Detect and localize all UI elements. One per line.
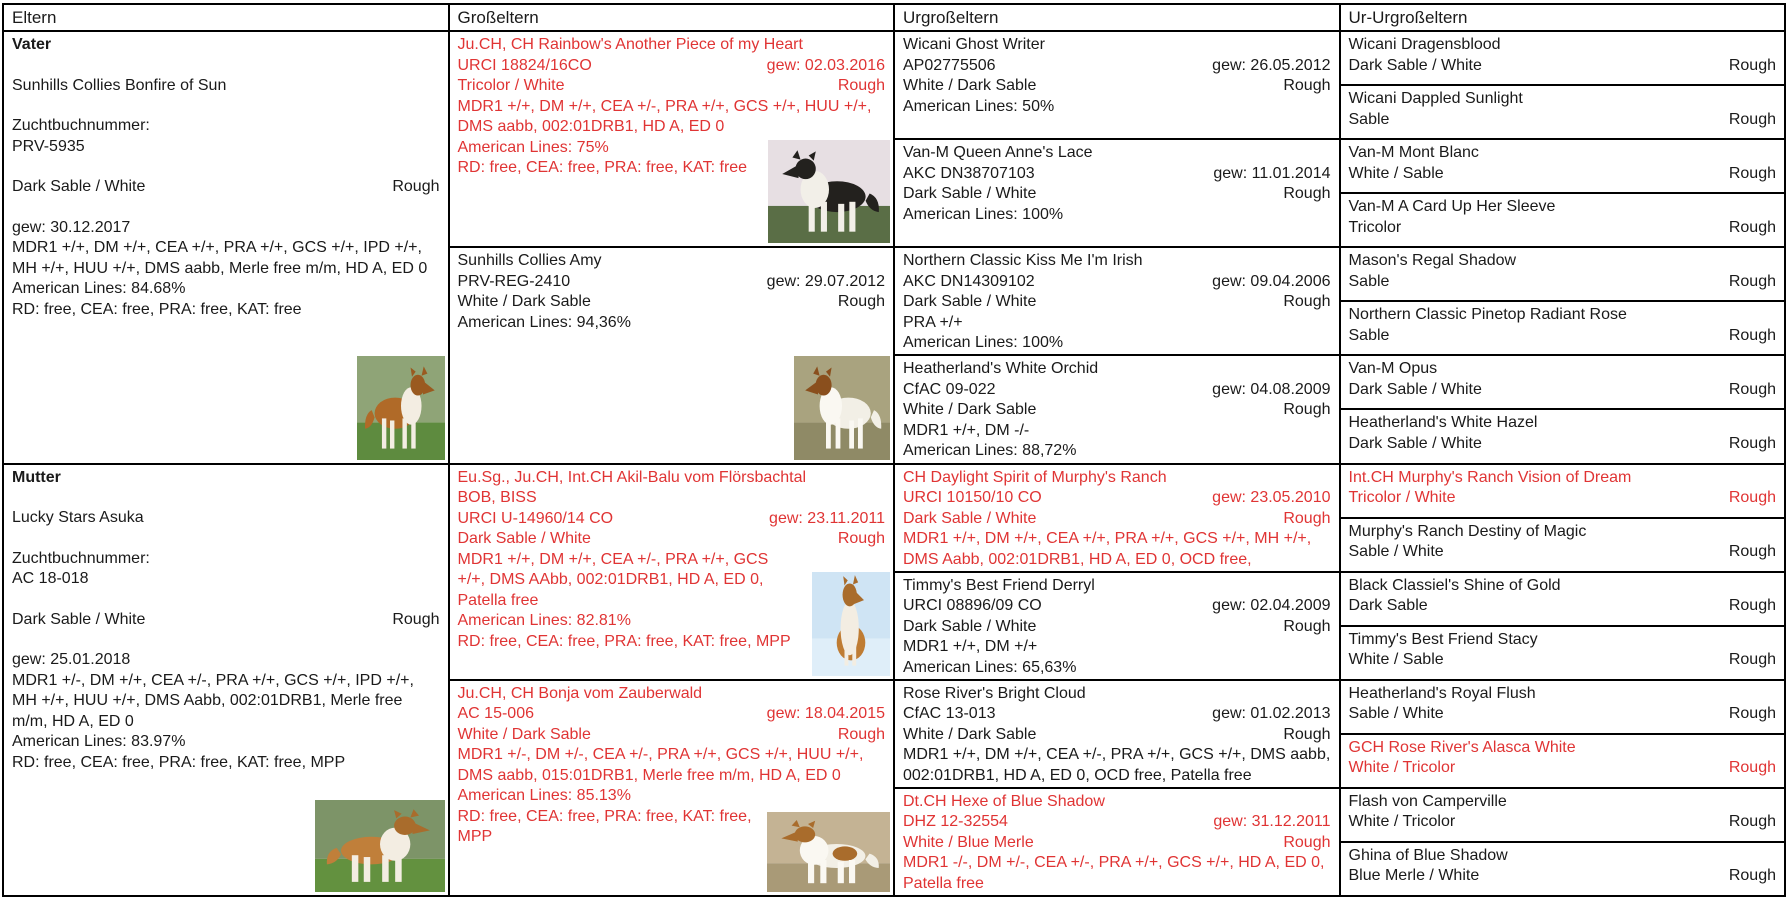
coat-type: Rough <box>1728 651 1776 669</box>
american-lines: American Lines: 65,63% <box>903 658 1077 676</box>
coat-type: Rough <box>1728 705 1776 723</box>
dog-color: White / Tricolor <box>1348 759 1456 777</box>
coat-type: Rough <box>1728 813 1776 831</box>
genetics: MDR1 +/-, DM +/-, CEA +/-, PRA +/+, GCS +/+, HUU +/+, DMS aabb, 015:01DRB1, Merle free m/m, HD A, ED 0 <box>457 746 864 784</box>
coat-type: Rough <box>1283 401 1331 419</box>
dog-color: White / Dark Sable <box>457 293 591 311</box>
american-lines: American Lines: 85.13% <box>457 787 631 805</box>
american-lines: American Lines: 83.97% <box>12 733 186 750</box>
dog-name: Eu.Sg., Ju.CH, Int.CH Akil-Balu vom Flörsbachtal <box>457 468 807 486</box>
info-row <box>903 488 1331 509</box>
birth-date: gew: 02.04.2009 <box>1212 597 1331 615</box>
coat-type: Rough <box>1283 833 1331 851</box>
info-row <box>12 177 440 198</box>
info-row <box>903 184 1331 205</box>
genetics: MDR1 -/-, DM +/-, CEA +/-, PRA +/+, GCS +/+, HD A, ED 0, Patella free <box>903 854 1325 892</box>
pedigree-cell-vater[interactable] <box>4 32 448 463</box>
info-row <box>1349 56 1777 77</box>
dog-name: Wicani Dragensblood <box>1348 36 1501 53</box>
pedigree-cell-great-grandparent-1[interactable] <box>895 32 1339 138</box>
coat-type: Rough <box>1728 434 1776 452</box>
regnum-label: Zuchtbuchnummer: <box>12 549 150 567</box>
pedigree-cell-great-great-grandparent-1[interactable] <box>1341 32 1785 84</box>
american-lines: American Lines: 88,72% <box>903 442 1077 460</box>
american-lines: American Lines: 82.81% <box>457 612 631 629</box>
info-row <box>458 272 886 293</box>
dog-color: Tricolor / White <box>457 77 565 94</box>
dog-name: Sunhills Collies Bonfire of Sun <box>12 76 227 94</box>
pedigree-cell-great-great-grandparent-6[interactable] <box>1341 302 1785 354</box>
coat-type: Rough <box>1728 56 1776 74</box>
regnum: AC 18-018 <box>12 570 89 587</box>
dog-color: Dark Sable / White <box>903 293 1037 311</box>
pedigree-cell-great-grandparent-7[interactable] <box>895 681 1339 787</box>
dog-color: Dark Sable / White <box>12 610 146 628</box>
pedigree-cell-great-great-grandparent-2[interactable] <box>1341 86 1785 138</box>
pedigree-cell-great-great-grandparent-7[interactable] <box>1341 356 1785 408</box>
regnum: AKC DN14309102 <box>903 272 1035 290</box>
dog-photo <box>767 812 890 892</box>
american-lines: American Lines: 50% <box>903 97 1055 115</box>
american-lines: American Lines: 100% <box>903 334 1064 352</box>
pedigree-cell-great-great-grandparent-4[interactable] <box>1341 194 1785 246</box>
dog-color: Sable <box>1348 272 1390 290</box>
dog-name: Ghina of Blue Shadow <box>1348 846 1508 864</box>
dog-name: Heatherland's White Orchid <box>903 360 1099 378</box>
dog-name: Northern Classic Pinetop Radiant Rose <box>1348 306 1627 324</box>
info-row <box>1349 272 1777 293</box>
info-row <box>903 272 1331 293</box>
coat-type: Rough <box>1728 272 1776 290</box>
genetics: MDR1 +/+, DM +/+, CEA +/-, PRA +/+, GCS +/+, DMS AAbb, 002:01DRB1, HD A, ED 0, Patella free <box>457 550 769 609</box>
regnum: URCI 08896/09 CO <box>903 597 1042 615</box>
genetics: MDR1 +/+, DM +/+ <box>903 638 1038 656</box>
regnum: URCI 18824/16CO <box>457 56 592 74</box>
dog-color: Dark Sable / White <box>12 178 146 195</box>
dog-name: Van-M Mont Blanc <box>1348 144 1479 162</box>
dog-color: White / Blue Merle <box>903 833 1034 851</box>
pedigree-cell-great-great-grandparent-12[interactable] <box>1341 627 1785 679</box>
dog-color: White / Dark Sable <box>903 77 1037 94</box>
dog-name: Heatherland's Royal Flush <box>1348 684 1536 702</box>
dog-name: CH Daylight Spirit of Murphy's Ranch <box>903 468 1167 486</box>
info-row <box>12 610 440 631</box>
coat-type: Rough <box>392 610 440 628</box>
dog-name: Wicani Dappled Sunlight <box>1348 90 1523 108</box>
coat-type: Rough <box>1728 110 1776 128</box>
coat-type: Rough <box>1728 164 1776 182</box>
pedigree-cell-great-great-grandparent-11[interactable] <box>1341 573 1785 625</box>
info-row <box>1349 596 1777 617</box>
pedigree-cell-great-great-grandparent-15[interactable] <box>1341 789 1785 841</box>
dog-color: Dark Sable / White <box>903 185 1037 203</box>
coat-type: Rough <box>837 77 885 94</box>
info-row <box>1349 326 1777 347</box>
birth-date: gew: 23.11.2011 <box>769 509 885 527</box>
dog-color: Blue Merle / White <box>1348 867 1480 885</box>
dog-color: Dark Sable / White <box>457 530 591 547</box>
dog-color: Sable <box>1348 110 1390 128</box>
coat-type: Rough <box>1283 617 1331 635</box>
parent-role: Mutter <box>12 468 61 486</box>
info-row <box>1349 380 1777 401</box>
dog-name: Dt.CH Hexe of Blue Shadow <box>903 792 1105 810</box>
info-row <box>1349 434 1777 455</box>
health-tests: RD: free, CEA: free, PRA: free, KAT: free, MPP <box>12 753 346 771</box>
regnum: DHZ 12-32554 <box>903 813 1008 831</box>
genetics: MDR1 +/+, DM +/+, CEA +/-, PRA +/+, GCS +/+, HUU +/+, DMS aabb, 002:01DRB1, HD A, ED 0 <box>457 97 872 135</box>
dog-color: White / Dark Sable <box>903 401 1037 419</box>
info-row <box>903 725 1331 746</box>
info-row <box>458 292 886 313</box>
regnum: AP02775506 <box>903 56 996 74</box>
info-row <box>903 292 1331 313</box>
dog-color: White / Sable <box>1348 164 1444 182</box>
pedigree-cell-great-grandparent-5[interactable] <box>895 465 1339 571</box>
pedigree-cell-great-grandparent-2[interactable] <box>895 140 1339 246</box>
dog-color: Sable <box>1348 326 1390 344</box>
pedigree-cell-mutter[interactable] <box>4 465 448 896</box>
dog-name: Timmy's Best Friend Derryl <box>903 576 1095 594</box>
dog-name: Black Classiel's Shine of Gold <box>1348 576 1561 594</box>
info-row <box>1349 110 1777 131</box>
info-row <box>903 56 1331 77</box>
info-row <box>903 812 1331 833</box>
pedigree-cell-grandparent-2[interactable] <box>450 248 894 462</box>
dog-photo <box>315 800 445 892</box>
dog-color: Tricolor / White <box>1348 489 1456 506</box>
column-header-2: Urgroßeltern <box>895 5 1339 30</box>
column-header-3: Ur-Urgroßeltern <box>1341 5 1785 30</box>
dog-color: Sable / White <box>1348 543 1444 561</box>
dog-name: Mason's Regal Shadow <box>1348 252 1517 270</box>
dog-color: White / Dark Sable <box>903 725 1037 743</box>
american-lines: American Lines: 94,36% <box>457 313 631 331</box>
awards: BOB, BISS <box>457 489 537 506</box>
info-row <box>1349 812 1777 833</box>
health-tests: RD: free, CEA: free, PRA: free, KAT: free <box>457 159 748 176</box>
pedigree-cell-great-great-grandparent-9[interactable] <box>1341 465 1785 517</box>
birth-date: gew: 31.12.2011 <box>1213 813 1331 831</box>
dog-color: Dark Sable / White <box>1348 56 1482 74</box>
pedigree-cell-great-great-grandparent-3[interactable] <box>1341 140 1785 192</box>
coat-type: Rough <box>1283 77 1331 94</box>
info-row <box>458 509 886 530</box>
american-lines: American Lines: 75% <box>457 138 609 156</box>
birth-date: gew: 04.08.2009 <box>1212 380 1331 398</box>
dog-name: Wicani Ghost Writer <box>903 36 1045 53</box>
dog-name: Flash von Camperville <box>1348 792 1507 810</box>
health-tests: RD: free, CEA: free, PRA: free, KAT: free, MPP <box>457 807 752 846</box>
info-row <box>1349 650 1777 671</box>
dog-color: Tricolor <box>1348 218 1402 236</box>
dog-color: White / Tricolor <box>1348 813 1456 831</box>
dog-name: Rose River's Bright Cloud <box>903 684 1086 702</box>
birth-date: gew: 25.01.2018 <box>12 651 131 668</box>
dog-color: Dark Sable / White <box>1348 434 1482 452</box>
dog-name: Northern Classic Kiss Me I'm Irish <box>903 252 1143 270</box>
parent-role: Vater <box>12 36 52 53</box>
pedigree-cell-grandparent-3[interactable] <box>450 465 894 679</box>
column-header-0: Eltern <box>4 5 448 30</box>
coat-type: Rough <box>837 725 885 743</box>
dog-name: Heatherland's White Hazel <box>1348 414 1538 432</box>
birth-date: gew: 18.04.2015 <box>766 705 885 723</box>
pedigree-cell-great-great-grandparent-14[interactable] <box>1341 735 1785 787</box>
coat-type: Rough <box>1728 867 1776 885</box>
column-header-1: Großeltern <box>450 5 894 30</box>
dog-name: Timmy's Best Friend Stacy <box>1348 630 1538 648</box>
dog-name: GCH Rose River's Alasca White <box>1348 738 1576 756</box>
pedigree-cell-great-grandparent-3[interactable] <box>895 248 1339 354</box>
coat-type: Rough <box>1728 543 1776 561</box>
birth-date: gew: 02.03.2016 <box>766 56 885 74</box>
regnum-label: Zuchtbuchnummer: <box>12 117 150 134</box>
genetics: MDR1 +/+, DM +/+, CEA +/+, PRA +/+, GCS +/+, IPD +/+, MH +/+, HUU +/+, DMS aabb, Merle free m/m, HD A, ED 0 <box>12 239 428 277</box>
genetics: MDR1 +/+, DM -/- <box>903 421 1030 439</box>
pedigree-cell-great-great-grandparent-8[interactable] <box>1341 410 1785 462</box>
info-row <box>1349 164 1777 185</box>
info-row <box>1349 758 1777 779</box>
dog-name: Lucky Stars Asuka <box>12 509 144 526</box>
coat-type: Rough <box>392 178 440 195</box>
info-row <box>1349 704 1777 725</box>
dog-photo <box>768 140 890 243</box>
pedigree-cell-great-grandparent-6[interactable] <box>895 573 1339 679</box>
info-row <box>1349 866 1777 887</box>
pedigree-cell-great-great-grandparent-5[interactable] <box>1341 248 1785 300</box>
dog-color: White / Dark Sable <box>457 725 591 743</box>
coat-type: Rough <box>1283 725 1331 743</box>
info-row <box>1349 542 1777 563</box>
coat-type: Rough <box>837 293 885 311</box>
regnum: CfAC 09-022 <box>903 380 996 398</box>
info-row <box>903 596 1331 617</box>
coat-type: Rough <box>1728 597 1776 615</box>
pedigree-cell-grandparent-1[interactable] <box>450 32 894 246</box>
birth-date: gew: 23.05.2010 <box>1212 489 1331 506</box>
birth-date: gew: 01.02.2013 <box>1212 705 1331 723</box>
dog-color: Dark Sable / White <box>1348 380 1482 398</box>
regnum: URCI 10150/10 CO <box>903 489 1042 506</box>
coat-type: Rough <box>1728 218 1776 236</box>
pedigree-table <box>2 3 1786 897</box>
dog-name: Murphy's Ranch Destiny of Magic <box>1348 522 1587 540</box>
dog-color: White / Sable <box>1348 651 1444 669</box>
health-tests: RD: free, CEA: free, PRA: free, KAT: free <box>12 300 302 318</box>
dog-color: Dark Sable / White <box>903 617 1037 635</box>
genetics: MDR1 +/-, DM +/+, CEA +/-, PRA +/+, GCS +/+, IPD +/+, MH +/+, HUU +/+, DMS Aabb, 002:01DRB1, Merle free m/m, HD A, ED 0 <box>12 671 414 730</box>
info-row <box>903 164 1331 185</box>
dog-photo <box>812 572 890 676</box>
regnum: CfAC 13-013 <box>903 705 996 723</box>
coat-type: Rough <box>1728 326 1776 344</box>
coat-type: Rough <box>1728 380 1776 398</box>
coat-type: Rough <box>1283 509 1331 527</box>
info-row <box>1349 218 1777 239</box>
genetics: MDR1 +/+, DM +/+, CEA +/+, PRA +/+, GCS +/+, MH +/+, DMS Aabb, 002:01DRB1, HD A, ED 0, OCD free, <box>903 530 1312 568</box>
birth-date: gew: 26.05.2012 <box>1212 56 1331 74</box>
dog-color: Dark Sable <box>1348 597 1428 615</box>
dog-name: Van-M Opus <box>1348 360 1438 378</box>
dog-name: Ju.CH, CH Rainbow's Another Piece of my Heart <box>457 36 803 53</box>
pedigree-cell-great-great-grandparent-13[interactable] <box>1341 681 1785 733</box>
dog-name: Sunhills Collies Amy <box>457 252 602 270</box>
birth-date: gew: 29.07.2012 <box>766 272 885 290</box>
coat-type: Rough <box>837 530 885 547</box>
genetics: MDR1 +/+, DM +/+, CEA +/-, PRA +/+, GCS +/+, DMS aabb, 002:01DRB1, HD A, ED 0, OCD free, Patella free <box>903 746 1331 784</box>
pedigree-cell-great-grandparent-8[interactable] <box>895 789 1339 895</box>
dog-name: Ju.CH, CH Bonja vom Zauberwald <box>457 684 703 702</box>
regnum: AC 15-006 <box>457 705 534 723</box>
dog-color: Dark Sable / White <box>903 509 1037 527</box>
info-row <box>458 76 886 97</box>
birth-date: gew: 11.01.2014 <box>1213 164 1331 182</box>
regnum: URCI U-14960/14 CO <box>457 509 614 527</box>
regnum: PRV-5935 <box>12 137 85 155</box>
info-row <box>1349 488 1777 509</box>
pedigree-cell-great-grandparent-4[interactable] <box>895 356 1339 462</box>
regnum: PRV-REG-2410 <box>457 272 571 290</box>
american-lines: American Lines: 100% <box>903 205 1064 223</box>
info-row <box>903 400 1331 421</box>
pedigree-cell-great-great-grandparent-10[interactable] <box>1341 519 1785 571</box>
dog-name: Int.CH Murphy's Ranch Vision of Dream <box>1348 468 1632 486</box>
info-row <box>903 76 1331 97</box>
dog-name: Van-M A Card Up Her Sleeve <box>1348 198 1556 216</box>
info-row <box>458 56 886 77</box>
health-tests: RD: free, CEA: free, PRA: free, KAT: free, MPP <box>457 632 791 650</box>
info-row <box>903 380 1331 401</box>
dog-name: Van-M Queen Anne's Lace <box>903 144 1093 162</box>
info-row <box>903 617 1331 638</box>
info-row <box>903 509 1331 530</box>
american-lines: American Lines: 84.68% <box>12 280 186 297</box>
info-row <box>903 704 1331 725</box>
birth-date: gew: 09.04.2006 <box>1212 272 1331 290</box>
pedigree-cell-grandparent-4[interactable] <box>450 681 894 895</box>
info-row <box>458 529 886 550</box>
birth-date: gew: 30.12.2017 <box>12 218 131 236</box>
coat-type: Rough <box>1283 185 1331 203</box>
dog-photo <box>357 356 445 460</box>
coat-type: Rough <box>1728 489 1776 506</box>
pedigree-cell-great-great-grandparent-16[interactable] <box>1341 843 1785 895</box>
dog-color: Sable / White <box>1348 705 1444 723</box>
genetics: PRA +/+ <box>903 313 963 331</box>
info-row <box>903 833 1331 854</box>
info-row <box>458 725 886 746</box>
regnum: AKC DN38707103 <box>903 164 1035 182</box>
dog-photo <box>794 356 890 460</box>
coat-type: Rough <box>1283 293 1331 311</box>
info-row <box>458 704 886 725</box>
coat-type: Rough <box>1728 759 1776 777</box>
